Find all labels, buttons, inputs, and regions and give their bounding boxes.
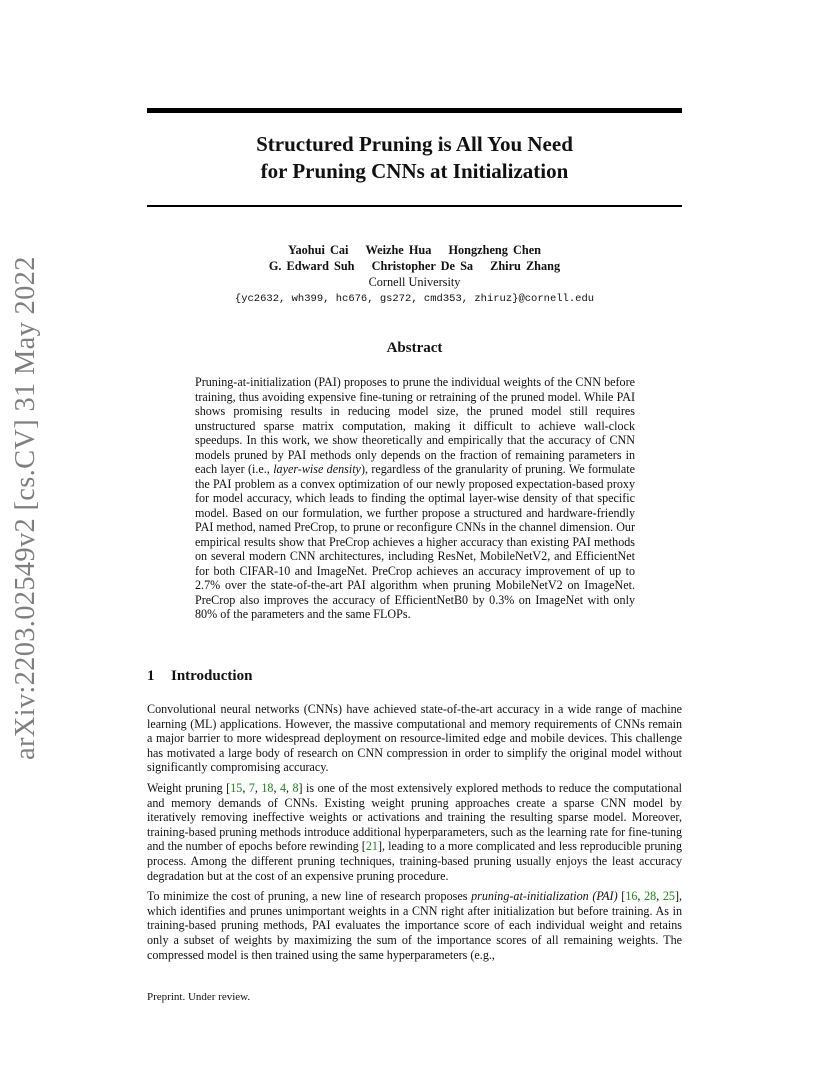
introduction-body bbox=[147, 702, 682, 968]
citation-link[interactable]: 15 bbox=[230, 780, 243, 795]
text-run: ] is one of the most extensively explored methods to reduce the computational and memory demands of CNNs. Existing weight pruning approaches create a sparse CNN model by iteratively removing ineffective weights or activations and training the resulting sparse model. Moreover, training-based pruning methods introduce additional hyperparameters, such as the learning rate for fine-tuning and the number of epochs before rewinding [ bbox=[147, 780, 683, 854]
text-run: To minimize the cost of pruning, a new line of research proposes bbox=[147, 889, 472, 904]
author-block bbox=[147, 242, 682, 307]
citation-link[interactable]: 25 bbox=[662, 889, 675, 904]
citation-link[interactable]: 16 bbox=[625, 889, 638, 904]
abstract-heading: Abstract bbox=[386, 340, 443, 356]
text-run: ], leading to a more complicated and less reproducible pruning process. Among the different pruning techniques, training-based pruning usually enjoys the least accuracy degradation but at the cost of an expensive pruning procedure. bbox=[147, 839, 682, 883]
text-run: [ bbox=[617, 889, 626, 904]
paragraph: Convolutional neural networks (CNNs) have achieved state-of-the-art accuracy in a wide range of machine learning (ML) applications. However, the massive computational and memory requirements of CNNs remain a major barrier to more widespread deployment on resource-limited edge and mobile devices. This challenge has motivated a large body of research on CNN compression in order to simplify the original model without significantly compromising accuracy. bbox=[147, 702, 682, 775]
abstract-emphasis: layer-wise density bbox=[273, 462, 361, 476]
title-line-1: Structured Pruning is All You Need bbox=[256, 132, 573, 156]
author-name: Zhiru Zhang bbox=[490, 259, 561, 273]
section-title: Introduction bbox=[171, 668, 253, 684]
author-line-1 bbox=[147, 242, 682, 258]
author-line-2 bbox=[147, 258, 682, 274]
emphasis: pruning-at-initialization (PAI) bbox=[471, 889, 618, 904]
citation-link[interactable]: 28 bbox=[644, 889, 657, 904]
citation-link[interactable]: 8 bbox=[292, 780, 299, 795]
paragraph: Weight pruning [15, 7, 18, 4, 8] is one of the most extensively explored methods to reduce the computational and memory demands of CNNs. Existing weight pruning approaches create a sparse CNN model by iteratively removing ineffective weights or activations and training the resulting sparse model. Moreover, training-based pruning methods introduce additional hyperparameters, such as the learning rate for fine-tuning and the number of epochs before rewinding [21], leading to a more complicated and less reproducible pruning process. Among the different pruning techniques, training-based pruning usually enjoys the least accuracy degradation but at the cost of an expensive pruning procedure. bbox=[147, 780, 683, 883]
title-top-rule bbox=[147, 108, 682, 113]
author-name: Christopher De Sa bbox=[371, 259, 474, 273]
abstract-part: Pruning-at-initialization (PAI) proposes to prune the individual weights of the CNN before training, thus avoiding expensive fine-tuning or retraining of the pruned model. While PAI shows promising results in reducing model size, the pruned model still requires unstructured sparse matrix computation, making it difficult to achieve wall-clock speedups. In this work, we show theoretically and empirically that the accuracy of CNN models pruned by PAI methods only depends on the fraction of remaining parameters in each layer (i.e., bbox=[195, 375, 635, 476]
author-emails: {yc2632, wh399, hc676, gs272, cmd353, zhiruz}@cornell.edu bbox=[234, 293, 595, 305]
author-name: Weizhe Hua bbox=[365, 243, 432, 257]
author-name: Yaohui Cai bbox=[287, 243, 349, 257]
footer-note: Preprint. Under review. bbox=[147, 991, 251, 1003]
section-heading-introduction bbox=[147, 668, 252, 685]
citation-link[interactable]: 4 bbox=[279, 780, 286, 795]
abstract-part: ), regardless of the granularity of pruning. We formulate the PAI problem as a convex optimization of our newly proposed expectation-based proxy for model accuracy, which leads to finding the optimal layer-wise density of that specific model. Based on our formulation, we further propose a structured and hardware-friendly PAI method, named PreCrop, to prune or reconfigure CNNs in the channel dimension. Our empirical results show that PreCrop achieves a higher accuracy than existing PAI methods on several modern CNN architectures, including ResNet, MobileNetV2, and EfficientNet for both CIFAR-10 and ImageNet. PreCrop achieves an accuracy improvement of up to 2.7% over the state-of-the-art PAI algorithm when pruning MobileNetV2 on ImageNet. PreCrop also improves the accuracy of EfficientNetB0 by 0.3% on ImageNet with only 80% of the parameters and the same FLOPs. bbox=[195, 462, 636, 621]
abstract-text bbox=[195, 375, 635, 622]
section-number: 1 bbox=[147, 668, 155, 684]
text-run: ], which identifies and prunes unimportant weights in a CNN right after initialization but before training. As in training-based pruning methods, PAI evaluates the importance score of each individual weight and retains only a subset of weights by maximizing the sum of the importance scores of all remaining weights. The compressed model is then trained using the same hyperparameters (e.g., bbox=[147, 889, 683, 962]
affiliation: Cornell University bbox=[368, 275, 461, 289]
citation-link[interactable]: 21 bbox=[365, 839, 378, 854]
author-name: Hongzheng Chen bbox=[448, 243, 541, 257]
title-line-2: for Pruning CNNs at Initialization bbox=[260, 159, 569, 183]
title-bottom-rule bbox=[147, 205, 682, 207]
citation-link[interactable]: 7 bbox=[248, 780, 255, 795]
paper-title bbox=[147, 131, 682, 185]
paragraph: To minimize the cost of pruning, a new line of research proposes pruning-at-initialization (PAI) [16, 28, 25], which identifies and prunes unimportant weights in a CNN right after initialization but before training. As in training-based pruning methods, PAI evaluates the importance score of each individual weight and retains only a subset of weights by maximizing the sum of the importance scores of all remaining weights. The compressed model is then trained using the same hyperparameters (e.g., bbox=[147, 889, 683, 962]
arxiv-identifier: arXiv:2203.02549v2 [cs.CV] 31 May 2022 bbox=[10, 256, 41, 760]
text-run: Weight pruning [ bbox=[147, 780, 231, 795]
author-name: G. Edward Suh bbox=[268, 259, 355, 273]
citation-link[interactable]: 18 bbox=[261, 780, 274, 795]
